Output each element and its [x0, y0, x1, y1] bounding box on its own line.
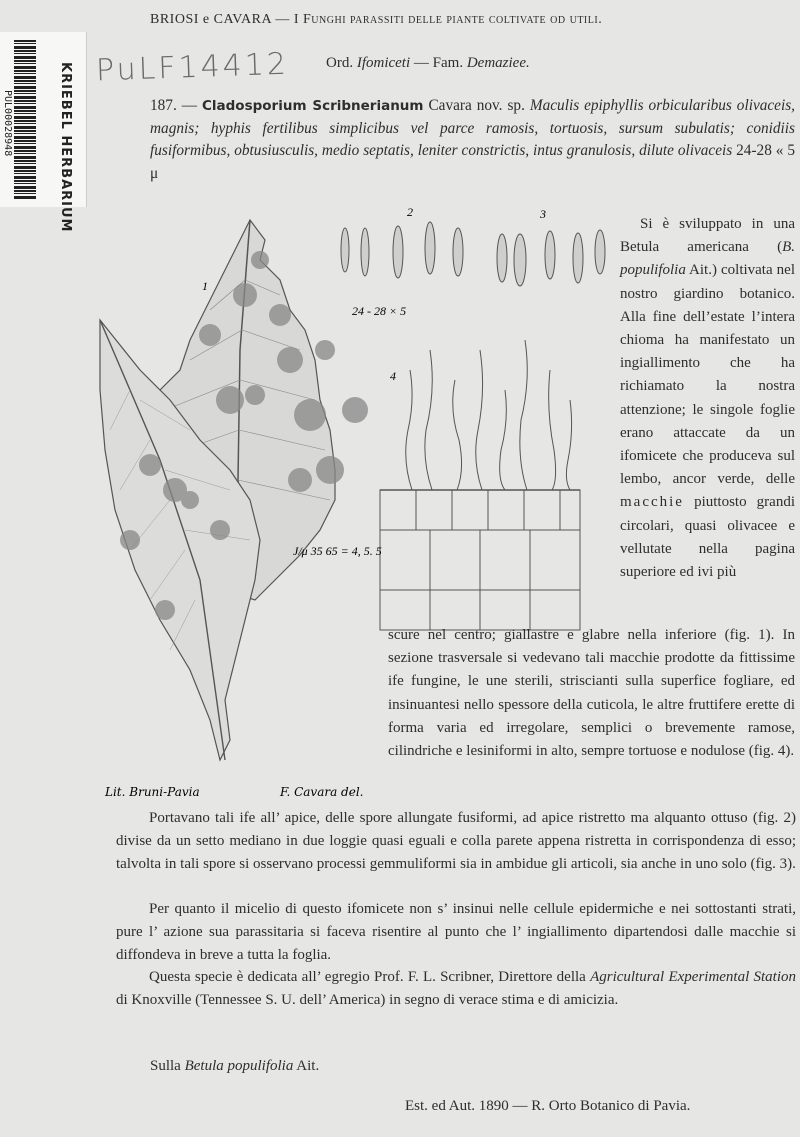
header-authors: BRIOSI e CAVARA	[150, 12, 272, 27]
running-header	[150, 12, 602, 28]
order-name: Ifomiceti	[356, 55, 411, 71]
host-prefix: Sulla	[150, 1058, 181, 1074]
spore-measure: 24 - 28 × 5	[352, 304, 407, 318]
species-name: Cladosporium Scribnerianum	[202, 98, 424, 114]
magnification-note: J/μ 35 65 = 4, 5. 5	[293, 544, 382, 558]
right-column-text	[620, 213, 795, 584]
order-label: Ord.	[326, 55, 354, 71]
order-family-line	[326, 55, 530, 72]
handwritten-accession: PuLF14412	[95, 46, 290, 89]
continuation-text: scure nel centro; giallastre e glabre nella inferiore (fig. 1). In sezione trasversale si vedevano tali macchie prodotte da fittissime ife fungine, le une sterili, striscianti sulla superfice fogliare, ed insinuantesi nello spessore della cuticola, le altre fruttifere erette di forma varia ed irregolare, semplici o brevemente ramose, cilindriche e lesiniformi in alto, sempre tortuose e nodulose (fig. 4).	[388, 627, 795, 760]
col-spaced-word: macchie	[620, 494, 684, 511]
col-text-c: piuttosto grandi circolari, quasi olivacee e vellutate nella pagina superiore ed ivi più	[620, 494, 796, 581]
species-author: Cavara nov. sp.	[428, 97, 525, 114]
fig-label-3: 3	[540, 207, 546, 221]
species-diagnosis: Maculis epiphyllis orbicularibus olivaceis, magnis; hyphis fertilibus simplicibus vel parce ramosis, tortuosis, sursum subulatis; conidiis fusiformibus, obtusiusculis, medio septatis, leniter constrictis, intus granulosis, dilute olivaceis	[150, 97, 796, 159]
host-author: Ait.	[296, 1058, 320, 1074]
host-line	[150, 1058, 319, 1075]
fig-label-4: 4	[390, 369, 396, 383]
barcode-number: PUL00028948	[2, 90, 13, 157]
dedication-text-b: di Knoxville (Tennessee S. U. dell’ America) in segno di verace stima e di amicizia.	[116, 992, 619, 1009]
host-species: Betula populifolia	[184, 1058, 294, 1074]
herbarium-name: KRIEBEL HERBARIUM	[58, 62, 73, 233]
species-description	[150, 95, 795, 185]
dedication-station: Agricultural Experimental Station	[590, 969, 797, 985]
artist-signature: F. Cavara del.	[280, 785, 364, 799]
spores-fig2	[341, 222, 463, 278]
species-size: 24-28 « 5 μ	[150, 142, 795, 182]
col-text-b: Ait.) coltivata nel nostro giardino botanico. Alla fine dell’estate l’intera chioma ha manifestato un ingiallimento che ha richiamato la nostra attenzione; le singole foglie erano attaccate da un ifomicete che produceva sul lembo, ancor verde, delle	[620, 262, 795, 488]
paragraph-dedication	[116, 966, 796, 1012]
fig-label-1: 1	[202, 279, 208, 293]
col-text-a: Si è sviluppato in una Betula americana (	[620, 216, 795, 256]
col-species: B. populifolia	[620, 239, 795, 279]
paragraph-mycelium-text: Per quanto il micelio di questo ifomicete non s’ insinui nelle cellule epidermiche e nei sottostanti strati, pure l’ azione sua parassitaria si faceva risentire al punto che l’ ingiallimento dipartendosi dalle macchie si diffondeva in breve a tutta la foglia.	[116, 901, 796, 964]
paragraph-spores	[116, 807, 796, 877]
lithographer-signature: Lit. Bruni-Pavia	[105, 785, 200, 799]
dedication-text-a: Questa specie è dedicata all’ egregio Prof. F. L. Scribner, Direttore della	[149, 969, 591, 985]
spores-fig3	[497, 230, 605, 286]
leaf-illustration	[100, 220, 368, 760]
cross-section-fig4	[380, 340, 580, 630]
header-title: — I Funghi parassiti delle piante coltivate od utili.	[275, 12, 603, 27]
fig-label-2: 2	[407, 205, 413, 219]
paragraph-spores-text: Portavano tali ife all’ apice, delle spore allungate fusiformi, ad apice ristretto ma alquanto ottuso (fig. 2) divise da un setto mediano in due loggie quasi eguali e colla parete appena ristretta in corrispondenza di esso; talvolta in tali spore si osservano processi gemmuliformi sia in ambidue gli articoli, sia anche in uno solo (fig. 3).	[116, 810, 796, 873]
family-sep: — Fam.	[413, 55, 464, 71]
footer-imprint: Est. ed Aut. 1890 — R. Orto Botanico di Pavia.	[405, 1098, 691, 1114]
family-name: Demaziee.	[466, 55, 530, 71]
barcode	[14, 40, 36, 200]
paragraph-mycelium	[116, 898, 796, 968]
species-number: 187. —	[150, 97, 198, 114]
